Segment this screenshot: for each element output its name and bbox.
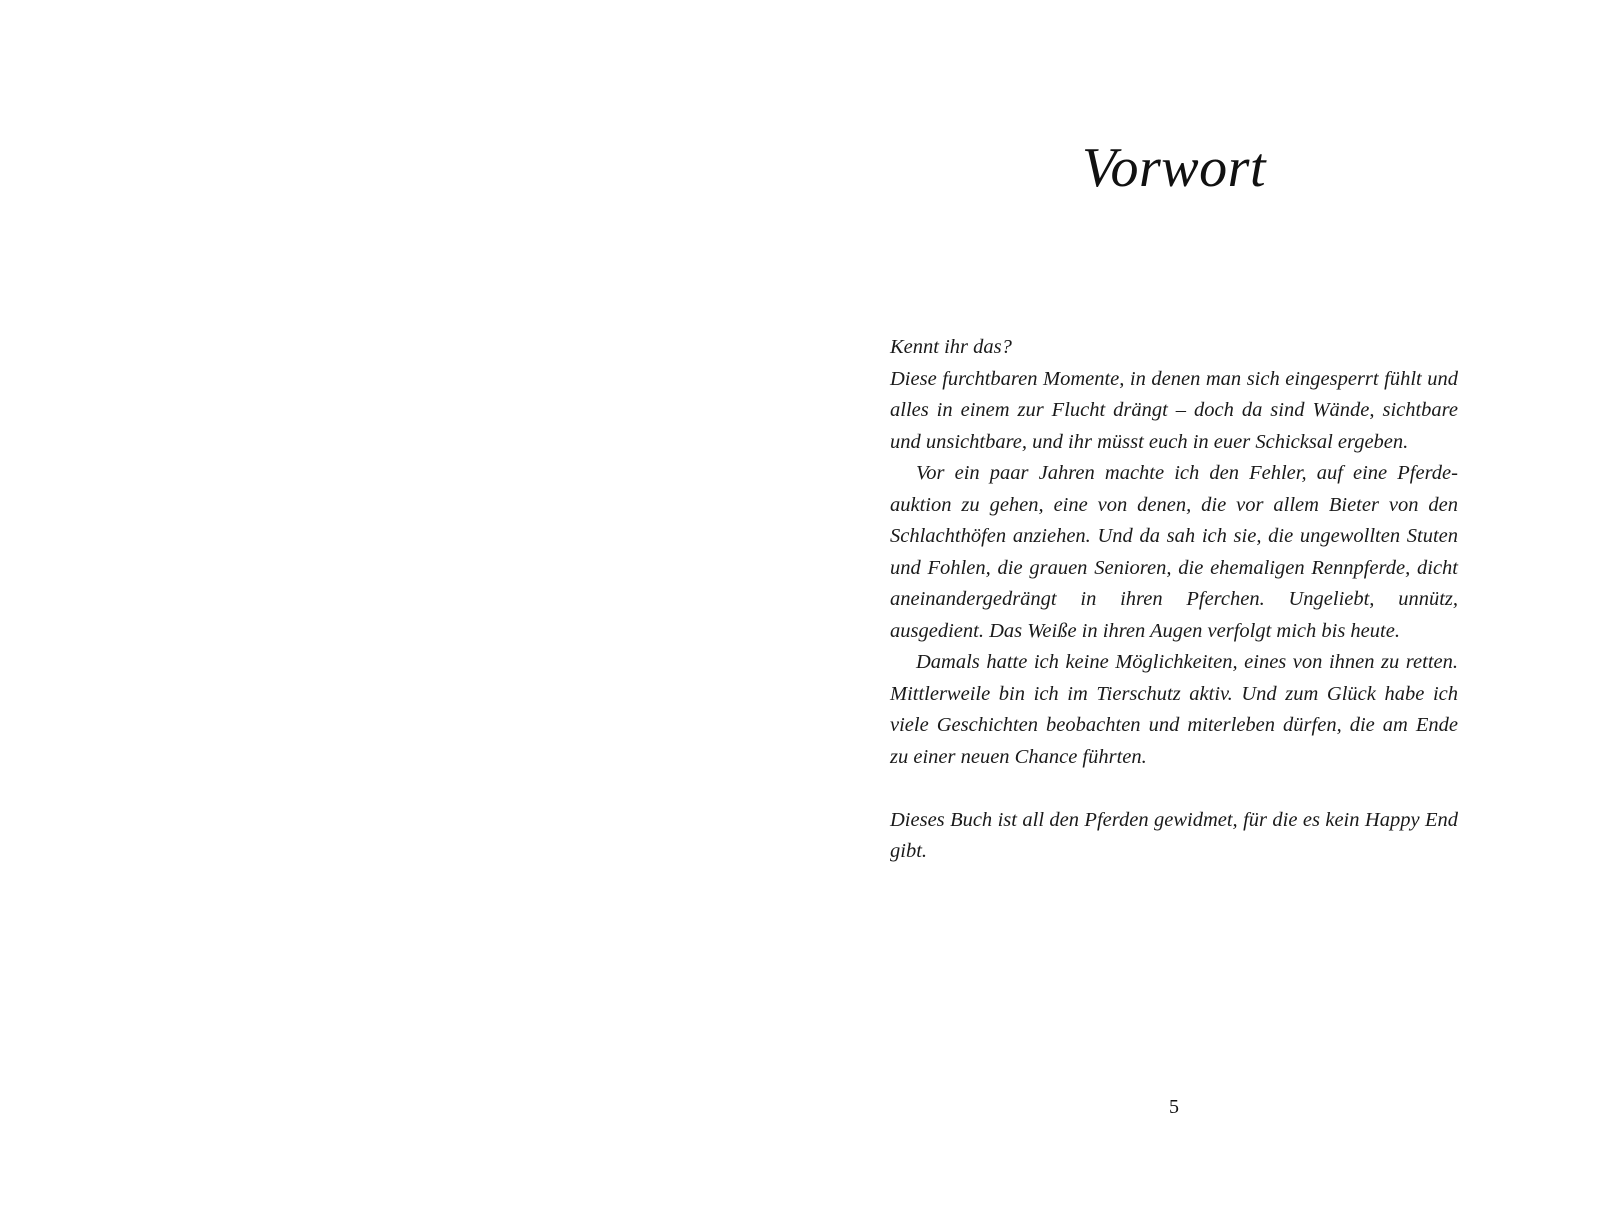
right-page — [800, 0, 1600, 1215]
foreword-text — [890, 332, 1458, 868]
paragraph-opening-question: Kennt ihr das? — [890, 336, 1012, 358]
page-number: 5 — [1169, 1096, 1179, 1118]
paragraph-animal-welfare: Damals hatte ich keine Möglichkeiten, eines von ihnen zu retten. Mittlerweile bin ich im Tierschutz aktiv. Und zum Glück habe ich viele Geschichten beobachten und miterleben dürfen, die am Ende zu einer neuen Chance führten. — [890, 651, 1458, 768]
paragraph-auction: Vor ein paar Jahren machte ich den Fehler, auf eine Pferdeauktion zu gehen, eine von denen, die vor allem Bieter von den Schlachthöfen anziehen. Und da sah ich sie, die ungewollten Stuten und Fohlen, die grauen Senioren, die ehemaligen Rennpferde, dicht aneinandergedrängt in ihren Pferchen. Ungeliebt, unnütz, ausgedient. Das Weiße in ihren Augen verfolgt mich bis heute. — [890, 462, 1458, 642]
chapter-title: Vorwort — [1082, 137, 1266, 199]
paragraph-dedication: Dieses Buch ist all den Pferden gewidmet, für die es kein Happy End gibt. — [890, 808, 1458, 862]
paragraph-spacer — [890, 773, 1458, 805]
paragraph-moments: Diese furchtbaren Momente, in denen man sich eingesperrt fühlt und alles in einem zur Flucht drängt – doch da sind Wände, sichtbare und unsichtbare, und ihr müsst euch in euer Schicksal ergeben. — [890, 367, 1458, 453]
